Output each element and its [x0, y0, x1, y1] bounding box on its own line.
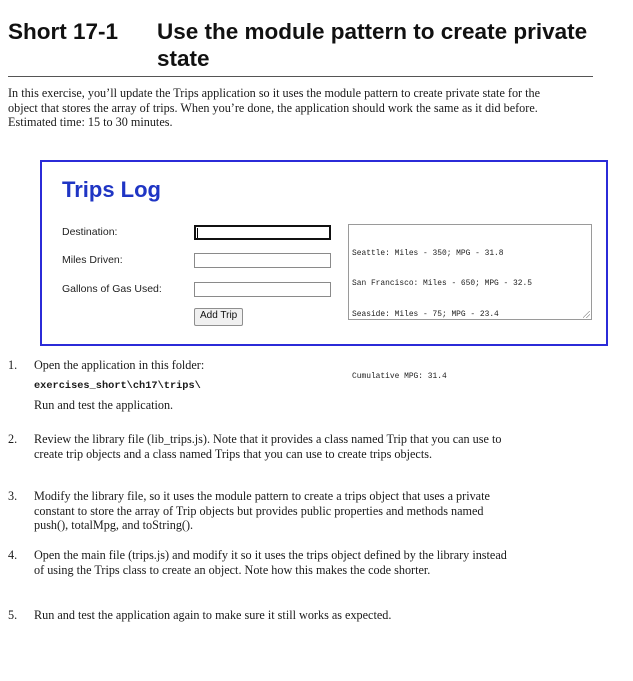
step-text: Open the main file (trips.js) and modify it so it uses the trips object defined by the library instead of using the Trips class to create an object. Note how this makes the code shorter. [34, 548, 507, 577]
add-trip-button[interactable]: Add Trip [194, 308, 243, 326]
resize-grip-icon[interactable] [583, 311, 590, 318]
miles-driven-label: Miles Driven: [62, 254, 123, 266]
step-number: 4. [8, 548, 18, 562]
gallons-label: Gallons of Gas Used: [62, 283, 162, 295]
trips-output-textarea[interactable] [348, 224, 592, 381]
step-text: Review the library file (lib_trips.js). Note that it provides a class named Trip that you can use to create trip objects and a class named Trips that you can use to create trips objects. [34, 432, 502, 461]
miles-driven-input[interactable] [194, 253, 331, 268]
step-text: Run and test the application again to make sure it still works as expected. [34, 608, 392, 622]
gallons-input[interactable] [194, 282, 331, 297]
heading-divider [8, 76, 593, 77]
app-title: Trips Log [62, 177, 161, 202]
step-number: 2. [8, 432, 18, 446]
step-text: Modify the library file, so it uses the module pattern to create a trips object that uses a private constant to store the array of Trip objects but provides public properties and methods named push(), totalMpg, and toString(). [34, 489, 490, 532]
step-number: 1. [8, 358, 18, 372]
destination-input[interactable] [194, 225, 331, 240]
destination-label: Destination: [62, 226, 118, 238]
intro-paragraph: In this exercise, you’ll update the Trips application so it uses the module pattern to create private state for the object that stores the array of trips. When you’re done, the application should work the same as it did before. Estimated time: 15 to 30 minutes. [8, 86, 541, 129]
text-caret [197, 228, 198, 238]
step-number: 5. [8, 608, 18, 622]
step-number: 3. [8, 489, 18, 503]
output-line: Seaside: Miles - 75; MPG - 23.4 [352, 310, 499, 320]
output-line: Seattle: Miles - 350; MPG - 31.8 [352, 248, 504, 258]
exercise-number: Short 17-1 [8, 19, 119, 44]
cumulative-mpg-line: Cumulative MPG: 31.4 [352, 371, 447, 381]
step-text: Open the application in this folder: [34, 358, 205, 372]
folder-path: exercises_short\ch17\trips\ [34, 379, 201, 392]
exercise-title: Use the module pattern to create private state [157, 19, 588, 71]
step-text-after: Run and test the application. [34, 398, 174, 412]
output-line: San Francisco: Miles - 650; MPG - 32.5 [352, 279, 532, 289]
